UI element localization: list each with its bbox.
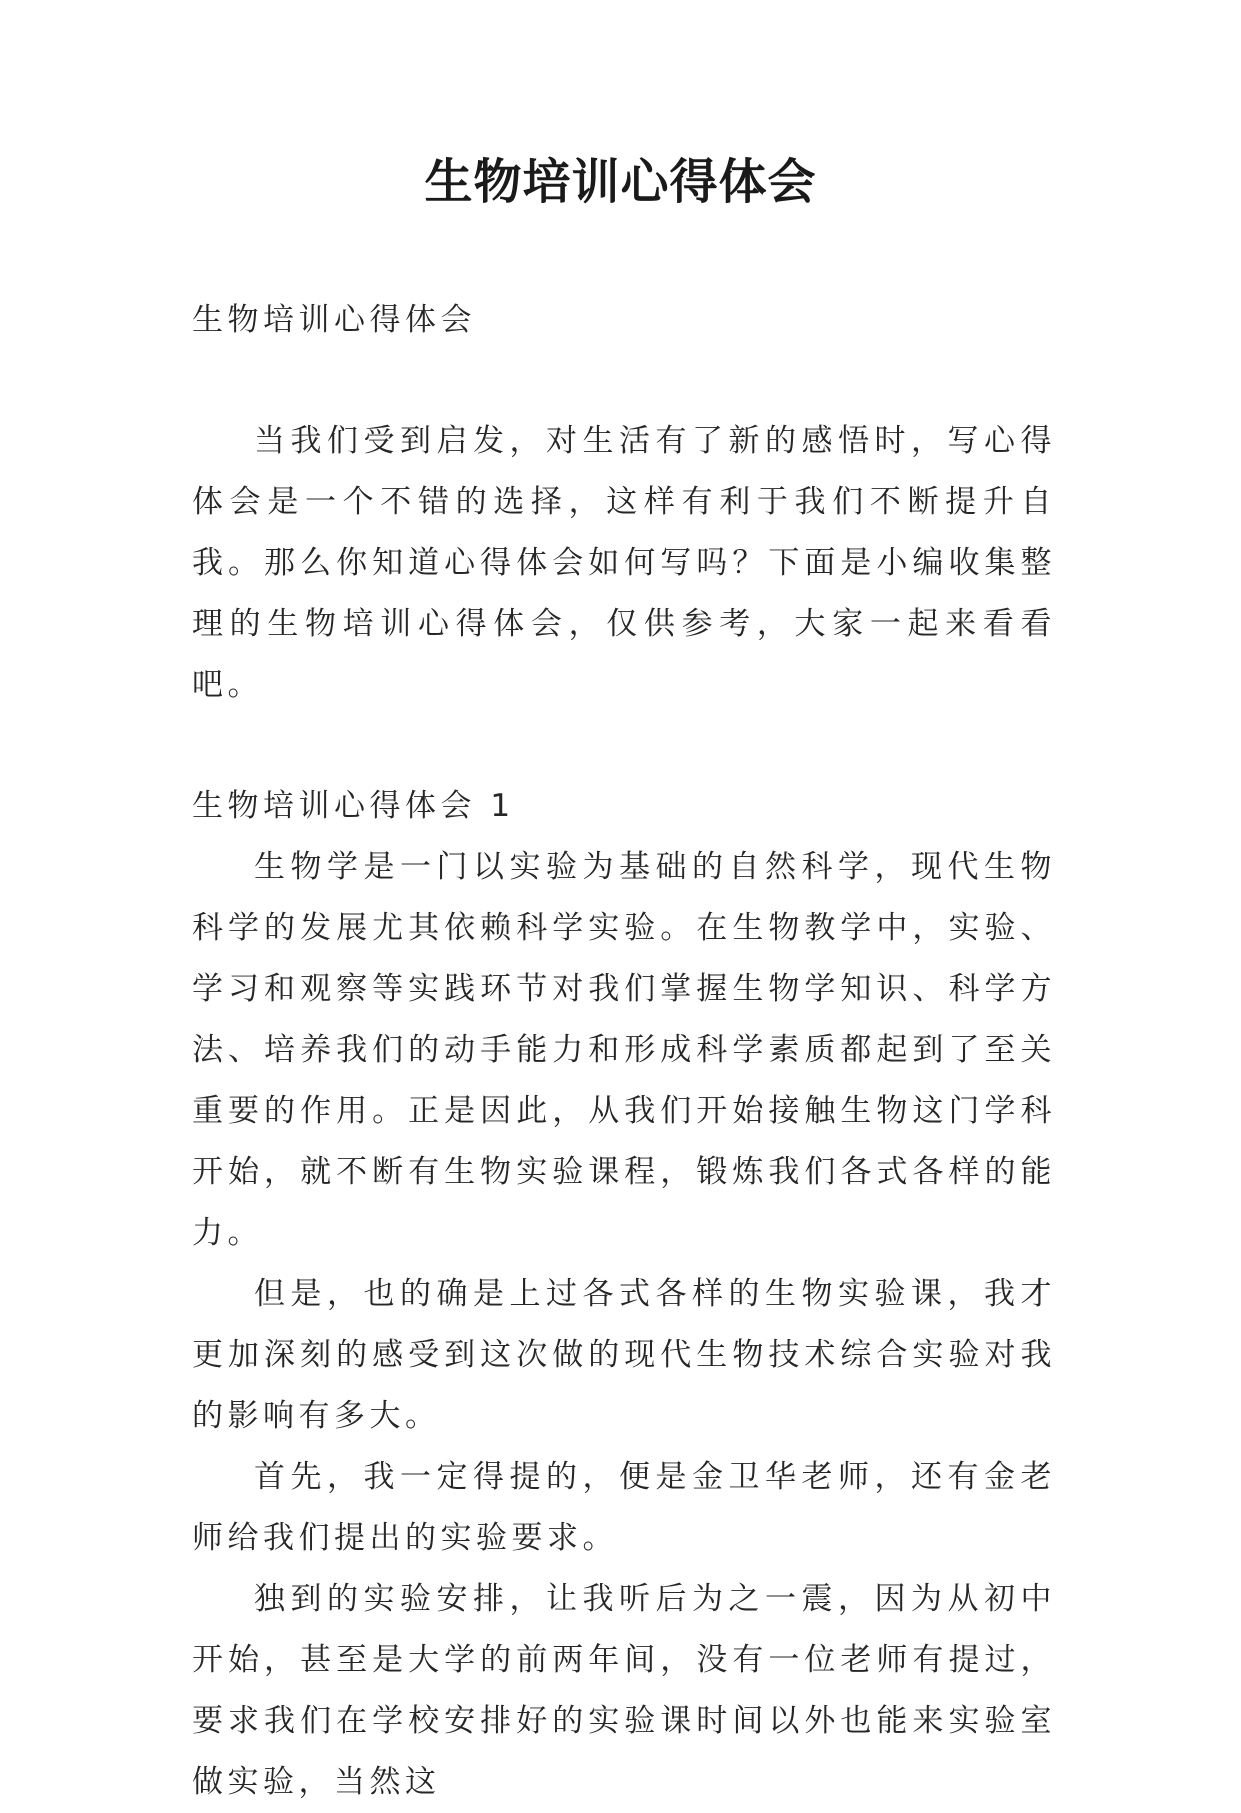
body-paragraph: 独到的实验安排，让我听后为之一震，因为从初中开始，甚至是大学的前两年间，没有一位老师有提过，要求我们在学校安排好的实验课时间以外也能来实验室做实验，当然这 (192, 1581, 1056, 1800)
spacer (192, 716, 1056, 776)
spacer (192, 351, 1056, 411)
body-paragraph: 但是，也的确是上过各式各样的生物实验课，我才更加深刻的感受到这次做的现代生物技术综合实验对我的影响有多大。 (192, 1276, 1056, 1434)
section-heading: 生物培训心得体会 1 (192, 788, 515, 824)
intro-paragraph: 当我们受到启发，对生活有了新的感悟时，写心得体会是一个不错的选择，这样有利于我们不断提升自我。那么你知道心得体会如何写吗？下面是小编收集整理的生物培训心得体会，仅供参考，大家一起来看看吧。 (192, 423, 1056, 703)
document-body (192, 290, 1056, 1813)
body-paragraph: 生物学是一门以实验为基础的自然科学，现代生物科学的发展尤其依赖科学实验。在生物教学中，实验、学习和观察等实践环节对我们掌握生物学知识、科学方法、培养我们的动手能力和形成科学素质都起到了至关重要的作用。正是因此，从我们开始接触生物这门学科开始，就不断有生物实验课程，锻炼我们各式各样的能力。 (192, 849, 1056, 1251)
document-subtitle: 生物培训心得体会 (192, 302, 476, 338)
body-paragraph: 首先，我一定得提的，便是金卫华老师，还有金老师给我们提出的实验要求。 (192, 1459, 1056, 1556)
document-title: 生物培训心得体会 (424, 154, 817, 210)
